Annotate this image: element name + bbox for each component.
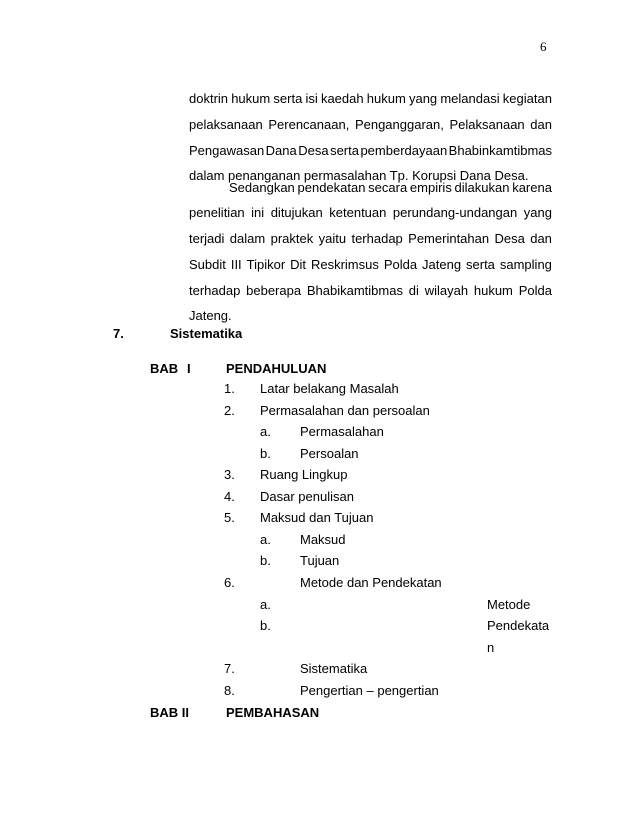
outline-number: 7. bbox=[224, 661, 235, 676]
paragraph-word: di bbox=[408, 283, 419, 298]
outline-sub-text: Maksud bbox=[300, 532, 346, 547]
bab-label: BAB II bbox=[150, 705, 189, 720]
paragraph-word: empiris bbox=[409, 180, 452, 195]
paragraph-word: Desa bbox=[298, 143, 329, 158]
paragraph-line bbox=[229, 181, 552, 194]
paragraph-word: beberapa bbox=[246, 283, 302, 298]
paragraph-word: penelitian bbox=[189, 205, 245, 220]
paragraph-word: pemberdayaan bbox=[360, 143, 448, 158]
outline-sub-text: Permasalahan bbox=[300, 424, 384, 439]
outline-sub-text: Metode bbox=[487, 597, 531, 612]
outline-text: Ruang Lingkup bbox=[260, 467, 348, 482]
paragraph-word: Perencanaan, bbox=[268, 117, 350, 132]
bab-label: BAB bbox=[150, 361, 179, 376]
paragraph-word: serta bbox=[330, 143, 359, 158]
bab-roman: I bbox=[187, 361, 191, 376]
outline-sub-number: b. bbox=[260, 446, 271, 461]
outline-sub-number: b. bbox=[260, 618, 271, 633]
outline-text: Maksud dan Tujuan bbox=[260, 510, 374, 525]
paragraph-word: sampling bbox=[499, 257, 552, 272]
paragraph-word: serta bbox=[273, 91, 303, 106]
outline-number: 8. bbox=[224, 683, 235, 698]
paragraph-word: III bbox=[230, 257, 242, 272]
outline-text: Permasalahan dan persoalan bbox=[260, 403, 430, 418]
paragraph-line: Jateng. bbox=[189, 308, 232, 323]
paragraph-word: dilakukan bbox=[454, 180, 510, 195]
paragraph-word: Polda bbox=[383, 257, 418, 272]
paragraph-word: Jateng bbox=[422, 257, 462, 272]
paragraph-word: Pemerintahan bbox=[408, 231, 490, 246]
paragraph-word: karena bbox=[512, 180, 552, 195]
paragraph-word: dan bbox=[530, 231, 552, 246]
paragraph-word: kaedah bbox=[320, 91, 364, 106]
paragraph-word: Tipikor bbox=[246, 257, 286, 272]
paragraph-word: Desa bbox=[494, 231, 525, 246]
outline-sub-text: Persoalan bbox=[300, 446, 359, 461]
paragraph-word: Subdit bbox=[189, 257, 226, 272]
paragraph-word: Pengawasan bbox=[189, 143, 265, 158]
paragraph-word: serta bbox=[466, 257, 495, 272]
paragraph-word: Bhabikamtibmas bbox=[306, 283, 403, 298]
outline-text: Metode dan Pendekatan bbox=[300, 575, 442, 590]
paragraph-word: secara bbox=[368, 180, 408, 195]
paragraph-word: dalam bbox=[229, 231, 266, 246]
outline-sub-text: Pendekata bbox=[487, 618, 550, 633]
paragraph-word: terhadap bbox=[189, 283, 241, 298]
outline-number: 4. bbox=[224, 489, 235, 504]
paragraph-word: doktrin bbox=[189, 91, 229, 106]
paragraph-word: isi bbox=[305, 91, 318, 106]
outline-number: 5. bbox=[224, 510, 235, 525]
outline-text: Pengertian – pengertian bbox=[300, 683, 439, 698]
outline-number: 1. bbox=[224, 381, 235, 396]
outline-number: 3. bbox=[224, 467, 235, 482]
paragraph-word: Penganggaran, bbox=[354, 117, 444, 132]
paragraph-word: Polda bbox=[518, 283, 552, 298]
bab-title: PENDAHULUAN bbox=[226, 361, 327, 376]
outline-number: 2. bbox=[224, 403, 235, 418]
paragraph-word: dan bbox=[530, 117, 552, 132]
paragraph-word: pendekatan bbox=[297, 180, 366, 195]
outline-number: 6. bbox=[224, 575, 235, 590]
paragraph-line bbox=[189, 118, 552, 131]
outline-sub-text-wrap: n bbox=[487, 640, 495, 655]
paragraph-word: kegiatan bbox=[502, 91, 552, 106]
outline-sub-number: a. bbox=[260, 532, 271, 547]
paragraph-word: terjadi bbox=[189, 231, 225, 246]
paragraph-line bbox=[189, 206, 552, 219]
paragraph-word: ini bbox=[251, 205, 265, 220]
outline-sub-number: a. bbox=[260, 424, 271, 439]
paragraph-word: pelaksanaan bbox=[189, 117, 263, 132]
paragraph-line bbox=[189, 92, 552, 105]
paragraph-word: yang bbox=[523, 205, 552, 220]
paragraph-line bbox=[189, 232, 552, 245]
paragraph-word: terhadap bbox=[351, 231, 403, 246]
paragraph-word: yaitu bbox=[318, 231, 347, 246]
paragraph-word: wilayah bbox=[424, 283, 469, 298]
paragraph-word: hukum bbox=[473, 283, 513, 298]
paragraph-word: ketentuan bbox=[329, 205, 387, 220]
bab-title: PEMBAHASAN bbox=[226, 705, 320, 720]
paragraph-word: perundang-undangan bbox=[392, 205, 518, 220]
section-title: Sistematika bbox=[170, 326, 243, 341]
paragraph-word: Sedangkan bbox=[229, 180, 295, 195]
paragraph-word: praktek bbox=[270, 231, 314, 246]
outline-sub-text: Tujuan bbox=[300, 553, 340, 568]
outline-text: Latar belakang Masalah bbox=[260, 381, 399, 396]
outline-sub-number: a. bbox=[260, 597, 271, 612]
paragraph-line: dalam penanganan permasalahan Tp. Korupsi Dana Desa. bbox=[189, 168, 529, 183]
page-number: 6 bbox=[540, 39, 547, 54]
paragraph-word: ditujukan bbox=[270, 205, 323, 220]
paragraph-word: hukum bbox=[231, 91, 271, 106]
paragraph-word: yang bbox=[408, 91, 438, 106]
paragraph-word: Dit bbox=[290, 257, 306, 272]
paragraph-line bbox=[189, 144, 552, 157]
outline-text: Sistematika bbox=[300, 661, 368, 676]
outline-text: Dasar penulisan bbox=[260, 489, 354, 504]
paragraph-word: melandasi bbox=[440, 91, 500, 106]
section-number: 7. bbox=[113, 326, 124, 341]
paragraph-word: Bhabinkamtibmas bbox=[448, 143, 552, 158]
paragraph-word: hukum bbox=[366, 91, 406, 106]
paragraph-word: Pelaksanaan bbox=[449, 117, 525, 132]
paragraph-line bbox=[189, 284, 552, 297]
outline-sub-number: b. bbox=[260, 553, 271, 568]
paragraph-word: Dana bbox=[265, 143, 297, 158]
paragraph-word: Reskrimsus bbox=[310, 257, 379, 272]
paragraph-line bbox=[189, 258, 552, 271]
